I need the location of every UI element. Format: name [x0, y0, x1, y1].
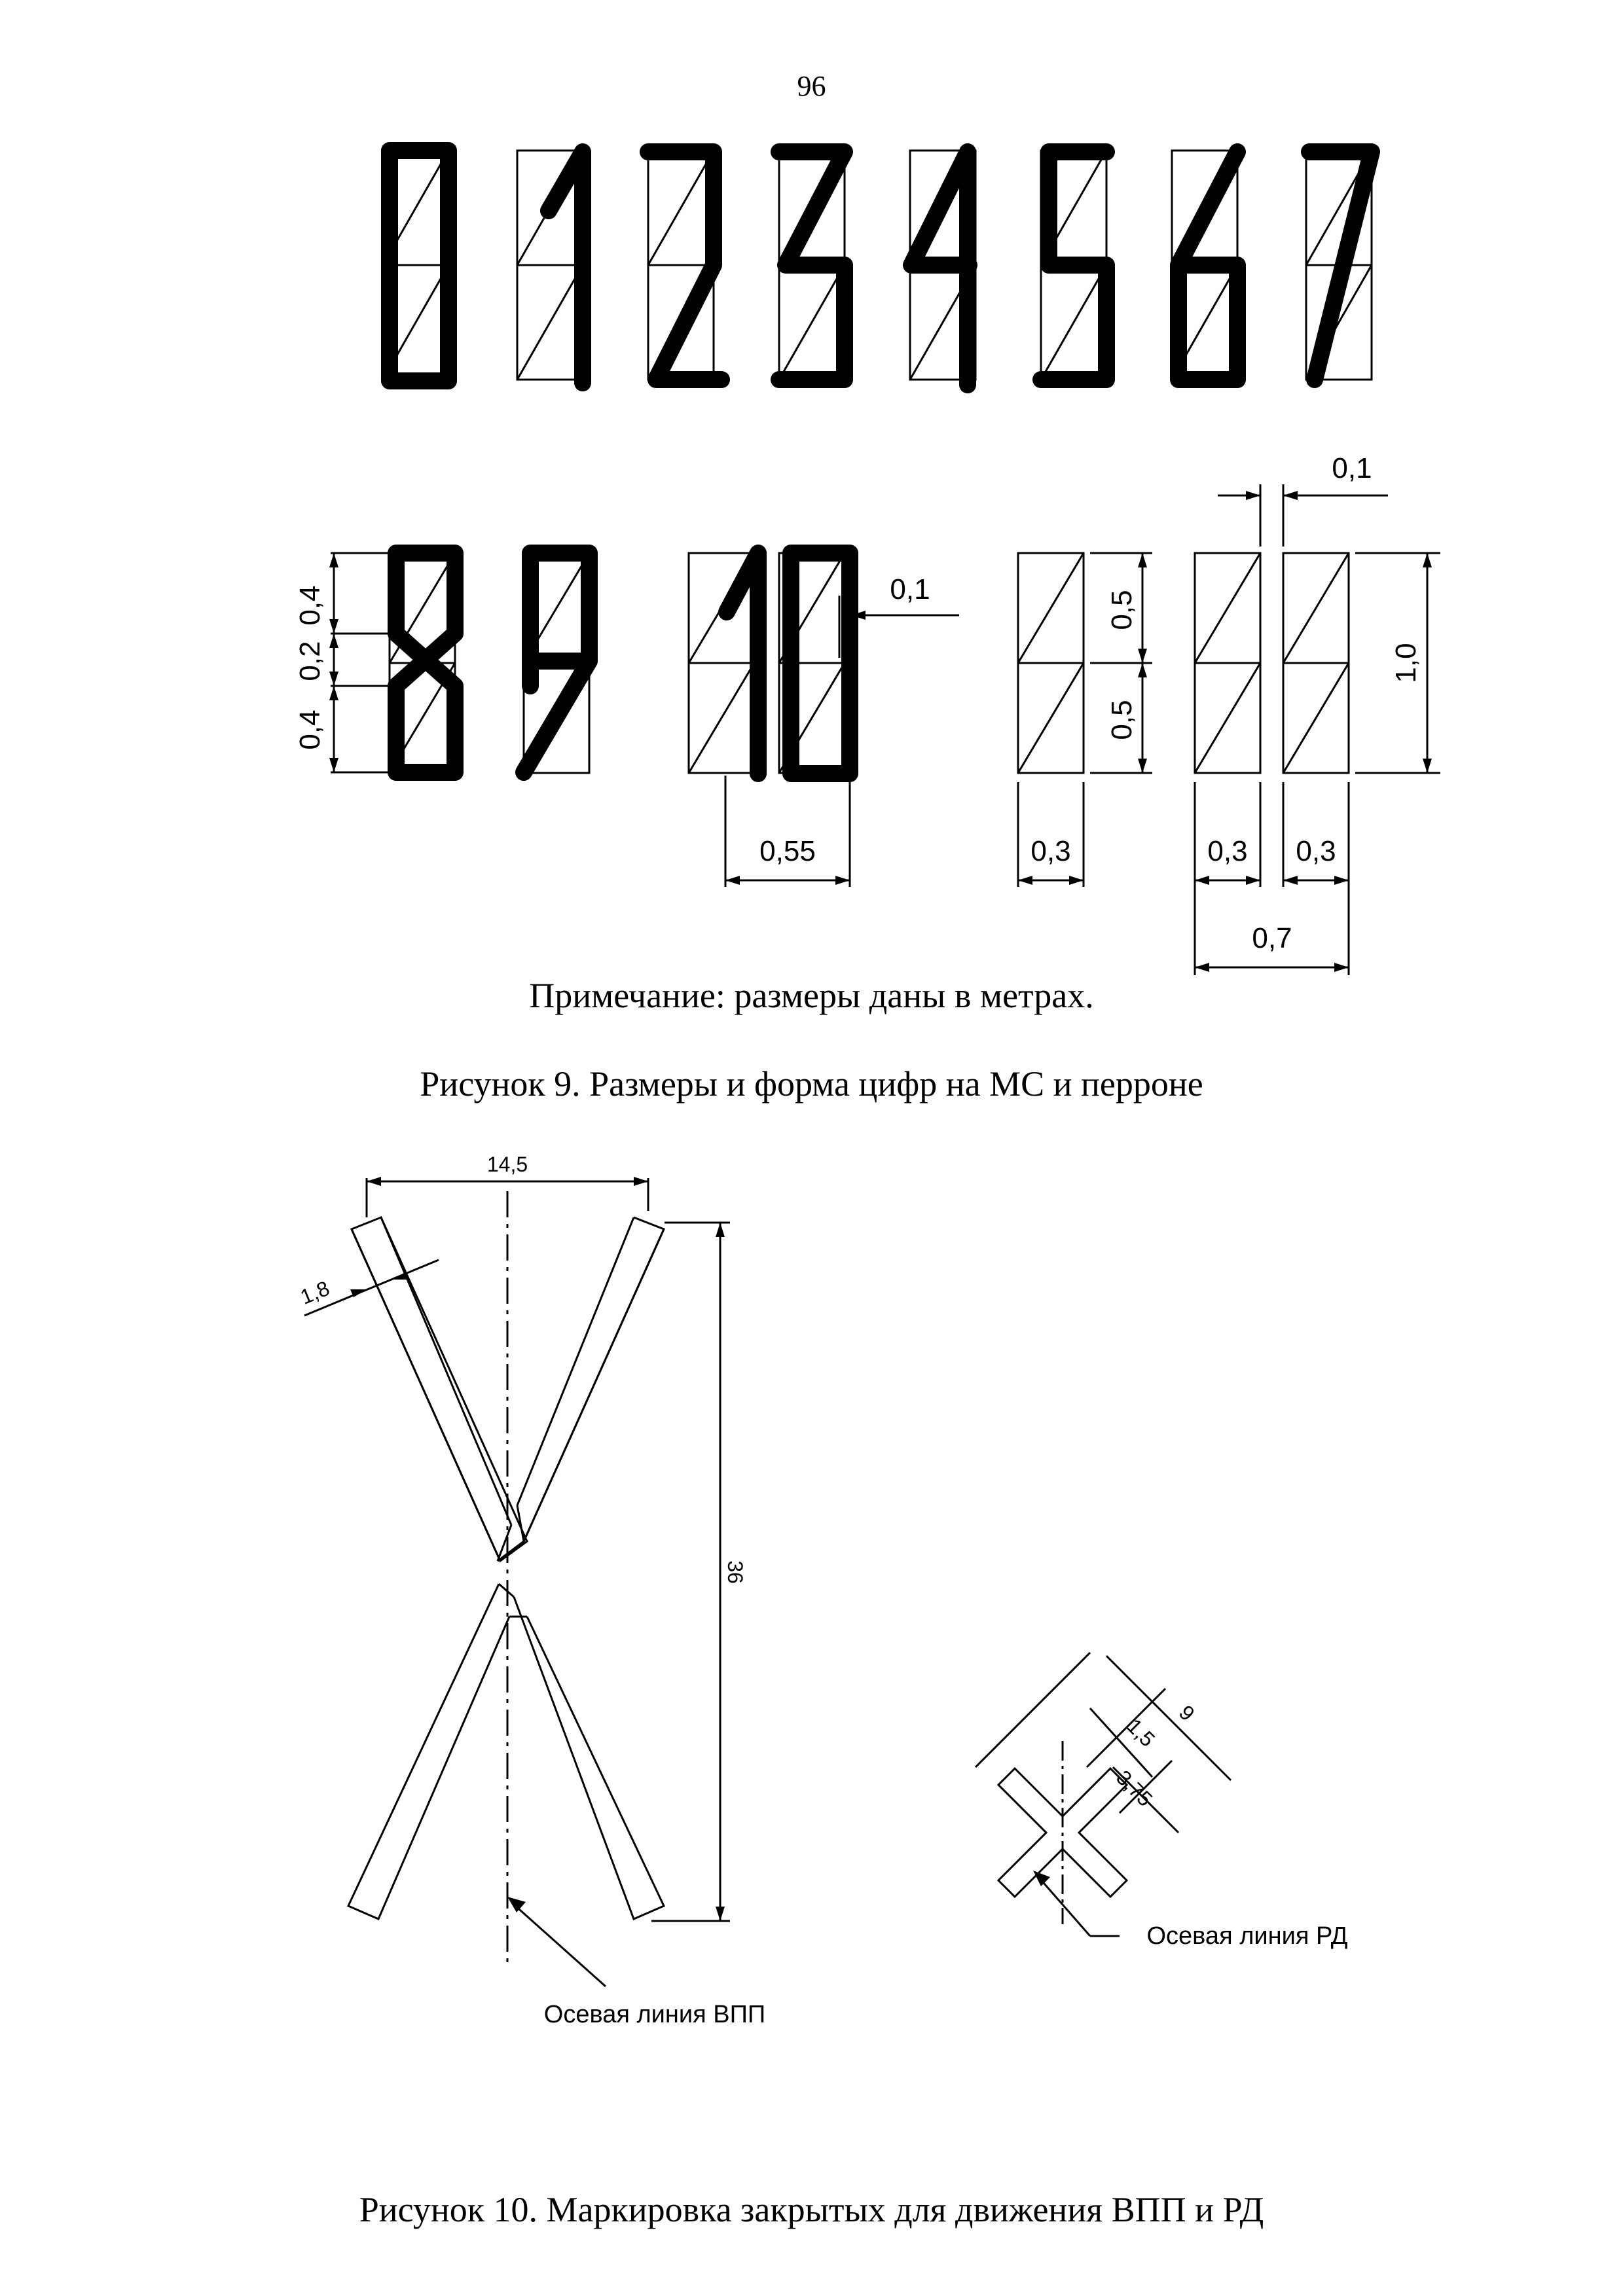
- figure-10-caption: Рисунок 10. Маркировка закрытых для движения ВПП и РД: [359, 2190, 1264, 2229]
- taxiway-closed-marking: [998, 1741, 1127, 1924]
- dim-label-lower: 0,4: [294, 709, 326, 750]
- dim-label-runway-width: 14,5: [486, 1153, 528, 1176]
- dim-runway-height: [651, 1223, 730, 1921]
- dim-label-pair-total: 0,7: [1252, 922, 1292, 954]
- dim-label-gap: 0,1: [1332, 452, 1372, 484]
- dim-label-pair-a: 0,3: [1207, 835, 1248, 867]
- dim-label-taxiway-bar-width: 1,5: [1122, 1713, 1160, 1751]
- dim-label-total-height: 1,0: [1390, 643, 1422, 683]
- dim-label-taxiway-length: 9: [1174, 1700, 1199, 1726]
- taxiway-centerline-label: Осевая линия РД: [1146, 1922, 1348, 1950]
- dim-label-half-a: 0,5: [1106, 590, 1138, 630]
- figure-9-note: Примечание: размеры даны в метрах.: [529, 976, 1094, 1015]
- runway-centerline-leader: [507, 1897, 606, 1986]
- page-number: 96: [797, 70, 826, 102]
- dim-label-pair-b: 0,3: [1296, 835, 1336, 867]
- dim-label-half-b: 0,5: [1106, 700, 1138, 740]
- dim-label-runway-bar-width: 1,8: [297, 1276, 333, 1309]
- dim-label-runway-height: 36: [723, 1560, 747, 1584]
- dim-label-middle: 0,2: [294, 641, 326, 681]
- figure-9-caption: Рисунок 9. Размеры и форма цифр на МС и перроне: [420, 1064, 1203, 1103]
- runway-closed-marking: [348, 1191, 664, 1967]
- dim-label-taxiway-arm: 3,75: [1112, 1765, 1158, 1811]
- dim-label-cell-width: 0,3: [1030, 835, 1071, 867]
- dim-label-stroke-10: 0,1: [890, 573, 930, 605]
- runway-centerline-label: Осевая линия ВПП: [543, 2001, 766, 2028]
- dim-taxiway-length: [976, 1653, 1231, 1780]
- taxiway-centerline-leader: [1033, 1871, 1120, 1936]
- dim-label-upper: 0,4: [294, 585, 326, 626]
- dim-label-width-10: 0,55: [759, 835, 816, 867]
